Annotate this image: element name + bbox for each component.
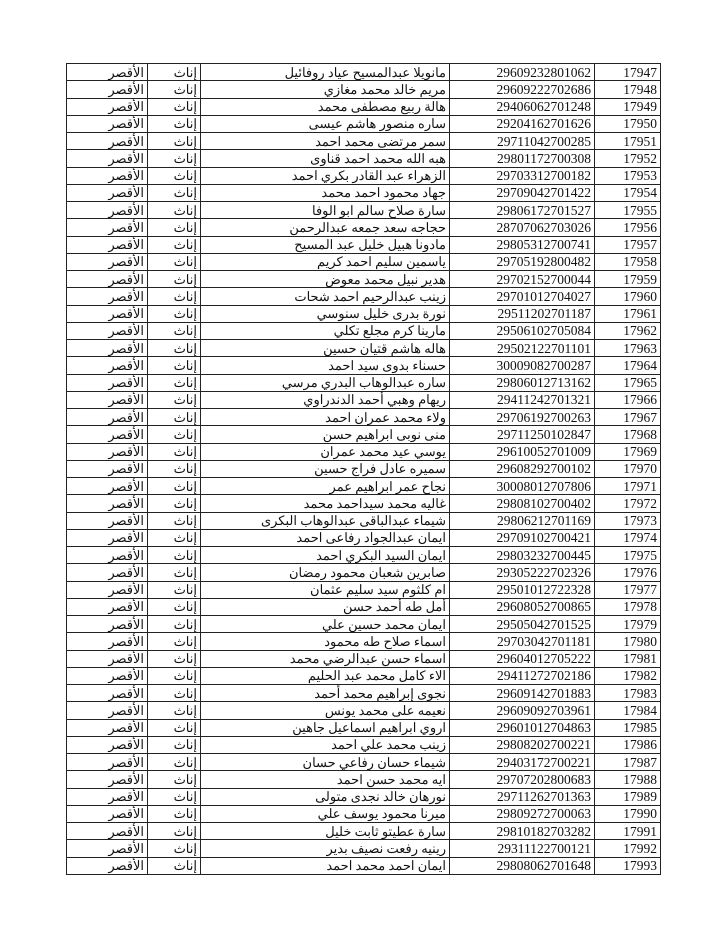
serial-number-cell: 17958 [595,253,661,270]
table-row [67,840,661,857]
table-row [67,253,661,270]
national-id-cell: 29809272700063 [450,805,595,822]
gender-cell: إناث [148,736,201,753]
full-name-cell: هاله هاشم قتيان حسين [201,340,450,357]
gender-cell: إناث [148,685,201,702]
gender-cell: إناث [148,340,201,357]
national-id-cell: 29411272702186 [450,667,595,684]
governorate-cell: الأقصر [67,305,148,322]
table-row [67,133,661,150]
table-row [67,167,661,184]
gender-cell: إناث [148,271,201,288]
national-id-cell: 29703042701181 [450,633,595,650]
governorate-cell: الأقصر [67,64,148,81]
table-row [67,202,661,219]
governorate-cell: الأقصر [67,426,148,443]
table-row [67,702,661,719]
table-row [67,616,661,633]
governorate-cell: الأقصر [67,788,148,805]
national-id-cell: 29501012722328 [450,581,595,598]
governorate-cell: الأقصر [67,702,148,719]
national-id-cell: 29808202700221 [450,736,595,753]
full-name-cell: مارينا كرم مجلع تكلي [201,322,450,339]
governorate-cell: الأقصر [67,564,148,581]
gender-cell: إناث [148,598,201,615]
gender-cell: إناث [148,167,201,184]
full-name-cell: رينيه رفعت نصيف بدير [201,840,450,857]
national-id-cell: 29403172700221 [450,754,595,771]
serial-number-cell: 17984 [595,702,661,719]
national-id-cell: 30009082700287 [450,357,595,374]
table-row [67,409,661,426]
full-name-cell: نجوى إبراهيم محمد أحمد [201,685,450,702]
gender-cell: إناث [148,219,201,236]
full-name-cell: سارة صلاح سالم ابو الوفا [201,202,450,219]
table-row [67,736,661,753]
serial-number-cell: 17981 [595,650,661,667]
table-row [67,305,661,322]
full-name-cell: ايمان السيد البكري احمد [201,547,450,564]
gender-cell: إناث [148,98,201,115]
serial-number-cell: 17959 [595,271,661,288]
table-row [67,236,661,253]
full-name-cell: سارة عطيتو ثابت خليل [201,823,450,840]
gender-cell: إناث [148,322,201,339]
table-row [67,443,661,460]
national-id-cell: 29601012704863 [450,719,595,736]
gender-cell: إناث [148,150,201,167]
serial-number-cell: 17977 [595,581,661,598]
full-name-cell: ايمان محمد حسين علي [201,616,450,633]
serial-number-cell: 17970 [595,460,661,477]
gender-cell: إناث [148,788,201,805]
governorate-cell: الأقصر [67,443,148,460]
national-id-cell: 29709102700421 [450,529,595,546]
national-id-cell: 29505042701525 [450,616,595,633]
full-name-cell: ساره عبدالوهاب البدري مرسي [201,374,450,391]
serial-number-cell: 17982 [595,667,661,684]
national-id-cell: 29311122700121 [450,840,595,857]
national-id-cell: 29604012705222 [450,650,595,667]
table-row [67,391,661,408]
governorate-cell: الأقصر [67,236,148,253]
gender-cell: إناث [148,512,201,529]
gender-cell: إناث [148,357,201,374]
full-name-cell: نعيمه على محمد يونس [201,702,450,719]
national-id-cell: 29806012713162 [450,374,595,391]
national-id-cell: 29609142701883 [450,685,595,702]
gender-cell: إناث [148,771,201,788]
table-row [67,788,661,805]
table-row [67,288,661,305]
governorate-cell: الأقصر [67,115,148,132]
full-name-cell: جهاد محمود احمد محمد [201,184,450,201]
governorate-cell: الأقصر [67,167,148,184]
national-id-cell: 29711250102847 [450,426,595,443]
table-row [67,650,661,667]
national-id-cell: 29805312700741 [450,236,595,253]
governorate-cell: الأقصر [67,219,148,236]
governorate-cell: الأقصر [67,374,148,391]
table-row [67,184,661,201]
full-name-cell: شيماء عبدالباقى عبدالوهاب البكرى [201,512,450,529]
serial-number-cell: 17952 [595,150,661,167]
gender-cell: إناث [148,495,201,512]
serial-number-cell: 17947 [595,64,661,81]
gender-cell: إناث [148,460,201,477]
serial-number-cell: 17989 [595,788,661,805]
full-name-cell: نورهان خالد نجدى متولى [201,788,450,805]
full-name-cell: منى نوبى ابراهيم حسن [201,426,450,443]
governorate-cell: الأقصر [67,409,148,426]
serial-number-cell: 17991 [595,823,661,840]
serial-number-cell: 17983 [595,685,661,702]
gender-cell: إناث [148,616,201,633]
table-row [67,771,661,788]
serial-number-cell: 17975 [595,547,661,564]
gender-cell: إناث [148,547,201,564]
serial-number-cell: 17979 [595,616,661,633]
full-name-cell: سمر مرتضى محمد احمد [201,133,450,150]
table-row [67,805,661,822]
gender-cell: إناث [148,719,201,736]
national-id-cell: 29711042700285 [450,133,595,150]
serial-number-cell: 17963 [595,340,661,357]
table-row [67,271,661,288]
governorate-cell: الأقصر [67,857,148,874]
gender-cell: إناث [148,426,201,443]
serial-number-cell: 17950 [595,115,661,132]
gender-cell: إناث [148,64,201,81]
gender-cell: إناث [148,253,201,270]
full-name-cell: زينب محمد علي احمد [201,736,450,753]
serial-number-cell: 17966 [595,391,661,408]
table-row [67,219,661,236]
full-name-cell: مانويلا عبدالمسيح عياد روفائيل [201,64,450,81]
national-id-cell: 29709042701422 [450,184,595,201]
full-name-cell: صابرين شعبان محمود رمضان [201,564,450,581]
full-name-cell: زينب عبدالرحيم احمد شحات [201,288,450,305]
serial-number-cell: 17968 [595,426,661,443]
full-name-cell: ام كلثوم سيد سليم عثمان [201,581,450,598]
governorate-cell: الأقصر [67,685,148,702]
gender-cell: إناث [148,236,201,253]
full-name-cell: اسماء صلاح طه محمود [201,633,450,650]
table-row [67,460,661,477]
full-name-cell: اروي ابراهيم اسماعيل جاهين [201,719,450,736]
full-name-cell: ساره منصور هاشم عيسى [201,115,450,132]
table-row [67,719,661,736]
full-name-cell: هالة ربيع مصطفى محمد [201,98,450,115]
table-row [67,340,661,357]
gender-cell: إناث [148,443,201,460]
table-row [67,81,661,98]
full-name-cell: اسماء حسن عبدالرضي محمد [201,650,450,667]
table-row [67,685,661,702]
serial-number-cell: 17993 [595,857,661,874]
full-name-cell: مريم خالد محمد مغازي [201,81,450,98]
gender-cell: إناث [148,633,201,650]
national-id-cell: 29406062701248 [450,98,595,115]
table-row [67,754,661,771]
table-row [67,115,661,132]
serial-number-cell: 17969 [595,443,661,460]
roster-table [66,63,661,875]
serial-number-cell: 17964 [595,357,661,374]
table-row [67,564,661,581]
national-id-cell: 28707062703026 [450,219,595,236]
serial-number-cell: 17990 [595,805,661,822]
table-row [67,64,661,81]
full-name-cell: يوسي عيد محمد عمران [201,443,450,460]
serial-number-cell: 17951 [595,133,661,150]
national-id-cell: 29711262701363 [450,788,595,805]
national-id-cell: 29502122701101 [450,340,595,357]
gender-cell: إناث [148,823,201,840]
national-id-cell: 29707202800683 [450,771,595,788]
governorate-cell: الأقصر [67,322,148,339]
serial-number-cell: 17978 [595,598,661,615]
table-row [67,357,661,374]
serial-number-cell: 17971 [595,478,661,495]
national-id-cell: 29610052701009 [450,443,595,460]
national-id-cell: 29609092703961 [450,702,595,719]
full-name-cell: ولاء محمد عمران احمد [201,409,450,426]
governorate-cell: الأقصر [67,771,148,788]
serial-number-cell: 17973 [595,512,661,529]
governorate-cell: الأقصر [67,288,148,305]
full-name-cell: سميره عادل فراج حسين [201,460,450,477]
national-id-cell: 29705192800482 [450,253,595,270]
serial-number-cell: 17955 [595,202,661,219]
governorate-cell: الأقصر [67,81,148,98]
governorate-cell: الأقصر [67,633,148,650]
gender-cell: إناث [148,391,201,408]
gender-cell: إناث [148,305,201,322]
gender-cell: إناث [148,529,201,546]
national-id-cell: 29609232801062 [450,64,595,81]
governorate-cell: الأقصر [67,823,148,840]
national-id-cell: 29608292700102 [450,460,595,477]
gender-cell: إناث [148,754,201,771]
full-name-cell: ياسمين سليم احمد كريم [201,253,450,270]
table-row [67,495,661,512]
full-name-cell: غاليه محمد سيداحمد محمد [201,495,450,512]
national-id-cell: 29808062701648 [450,857,595,874]
table-row [67,633,661,650]
gender-cell: إناث [148,133,201,150]
serial-number-cell: 17985 [595,719,661,736]
gender-cell: إناث [148,564,201,581]
table-row [67,823,661,840]
serial-number-cell: 17972 [595,495,661,512]
governorate-cell: الأقصر [67,460,148,477]
national-id-cell: 29305222702326 [450,564,595,581]
serial-number-cell: 17976 [595,564,661,581]
serial-number-cell: 17956 [595,219,661,236]
table-row [67,598,661,615]
governorate-cell: الأقصر [67,340,148,357]
governorate-cell: الأقصر [67,547,148,564]
gender-cell: إناث [148,478,201,495]
table-row [67,667,661,684]
governorate-cell: الأقصر [67,840,148,857]
full-name-cell: الزهراء عبد القادر بكري احمد [201,167,450,184]
full-name-cell: هدير نبيل محمد معوض [201,271,450,288]
gender-cell: إناث [148,81,201,98]
national-id-cell: 29511202701187 [450,305,595,322]
gender-cell: إناث [148,115,201,132]
serial-number-cell: 17974 [595,529,661,546]
table-row [67,529,661,546]
serial-number-cell: 17948 [595,81,661,98]
national-id-cell: 29703312700182 [450,167,595,184]
full-name-cell: حسناء بدوى سيد احمد [201,357,450,374]
serial-number-cell: 17954 [595,184,661,201]
full-name-cell: هبه الله محمد احمد قناوى [201,150,450,167]
full-name-cell: ايه محمد حسن احمد [201,771,450,788]
table-row [67,322,661,339]
governorate-cell: الأقصر [67,598,148,615]
gender-cell: إناث [148,374,201,391]
full-name-cell: نجاح عمر ابراهيم عمر [201,478,450,495]
governorate-cell: الأقصر [67,98,148,115]
national-id-cell: 29702152700044 [450,271,595,288]
serial-number-cell: 17980 [595,633,661,650]
gender-cell: إناث [148,581,201,598]
full-name-cell: مادونا هبيل خليل عبد المسيح [201,236,450,253]
full-name-cell: نورة بدرى خليل سنوسي [201,305,450,322]
governorate-cell: الأقصر [67,736,148,753]
table-row [67,374,661,391]
serial-number-cell: 17986 [595,736,661,753]
serial-number-cell: 17962 [595,322,661,339]
table-row [67,581,661,598]
table-row [67,857,661,874]
national-id-cell: 29701012704027 [450,288,595,305]
governorate-cell: الأقصر [67,512,148,529]
national-id-cell: 29801172700308 [450,150,595,167]
national-id-cell: 29608052700865 [450,598,595,615]
gender-cell: إناث [148,184,201,201]
table-row [67,547,661,564]
governorate-cell: الأقصر [67,202,148,219]
governorate-cell: الأقصر [67,391,148,408]
table-row [67,478,661,495]
serial-number-cell: 17960 [595,288,661,305]
table-row [67,512,661,529]
full-name-cell: ايمان عبدالجواد رفاعى احمد [201,529,450,546]
governorate-cell: الأقصر [67,478,148,495]
national-id-cell: 29810182703282 [450,823,595,840]
governorate-cell: الأقصر [67,754,148,771]
gender-cell: إناث [148,840,201,857]
serial-number-cell: 17953 [595,167,661,184]
full-name-cell: ايمان احمد محمد احمد [201,857,450,874]
governorate-cell: الأقصر [67,616,148,633]
table-row [67,98,661,115]
full-name-cell: ميرنا محمود يوسف علي [201,805,450,822]
full-name-cell: الاء كامل محمد عبد الحليم [201,667,450,684]
governorate-cell: الأقصر [67,253,148,270]
national-id-cell: 29806212701169 [450,512,595,529]
governorate-cell: الأقصر [67,495,148,512]
governorate-cell: الأقصر [67,805,148,822]
serial-number-cell: 17992 [595,840,661,857]
national-id-cell: 29808102700402 [450,495,595,512]
governorate-cell: الأقصر [67,133,148,150]
serial-number-cell: 17949 [595,98,661,115]
national-id-cell: 29706192700263 [450,409,595,426]
serial-number-cell: 17987 [595,754,661,771]
governorate-cell: الأقصر [67,581,148,598]
gender-cell: إناث [148,650,201,667]
national-id-cell: 30008012707806 [450,478,595,495]
national-id-cell: 29411242701321 [450,391,595,408]
governorate-cell: الأقصر [67,667,148,684]
serial-number-cell: 17957 [595,236,661,253]
gender-cell: إناث [148,857,201,874]
governorate-cell: الأقصر [67,529,148,546]
gender-cell: إناث [148,202,201,219]
gender-cell: إناث [148,805,201,822]
governorate-cell: الأقصر [67,650,148,667]
table-row [67,150,661,167]
governorate-cell: الأقصر [67,271,148,288]
serial-number-cell: 17988 [595,771,661,788]
gender-cell: إناث [148,702,201,719]
national-id-cell: 29506102705084 [450,322,595,339]
governorate-cell: الأقصر [67,719,148,736]
table-row [67,426,661,443]
gender-cell: إناث [148,288,201,305]
full-name-cell: حجاجه سعد جمعه عبدالرحمن [201,219,450,236]
serial-number-cell: 17967 [595,409,661,426]
roster-body [67,64,661,875]
governorate-cell: الأقصر [67,184,148,201]
national-id-cell: 29204162701626 [450,115,595,132]
national-id-cell: 29803232700445 [450,547,595,564]
full-name-cell: ريهام وهبي أحمد الدندراوي [201,391,450,408]
governorate-cell: الأقصر [67,150,148,167]
gender-cell: إناث [148,667,201,684]
governorate-cell: الأقصر [67,357,148,374]
serial-number-cell: 17961 [595,305,661,322]
national-id-cell: 29609222702686 [450,81,595,98]
gender-cell: إناث [148,409,201,426]
full-name-cell: أمل طه أحمد حسن [201,598,450,615]
serial-number-cell: 17965 [595,374,661,391]
full-name-cell: شيماء حسان رفاعي حسان [201,754,450,771]
national-id-cell: 29806172701527 [450,202,595,219]
